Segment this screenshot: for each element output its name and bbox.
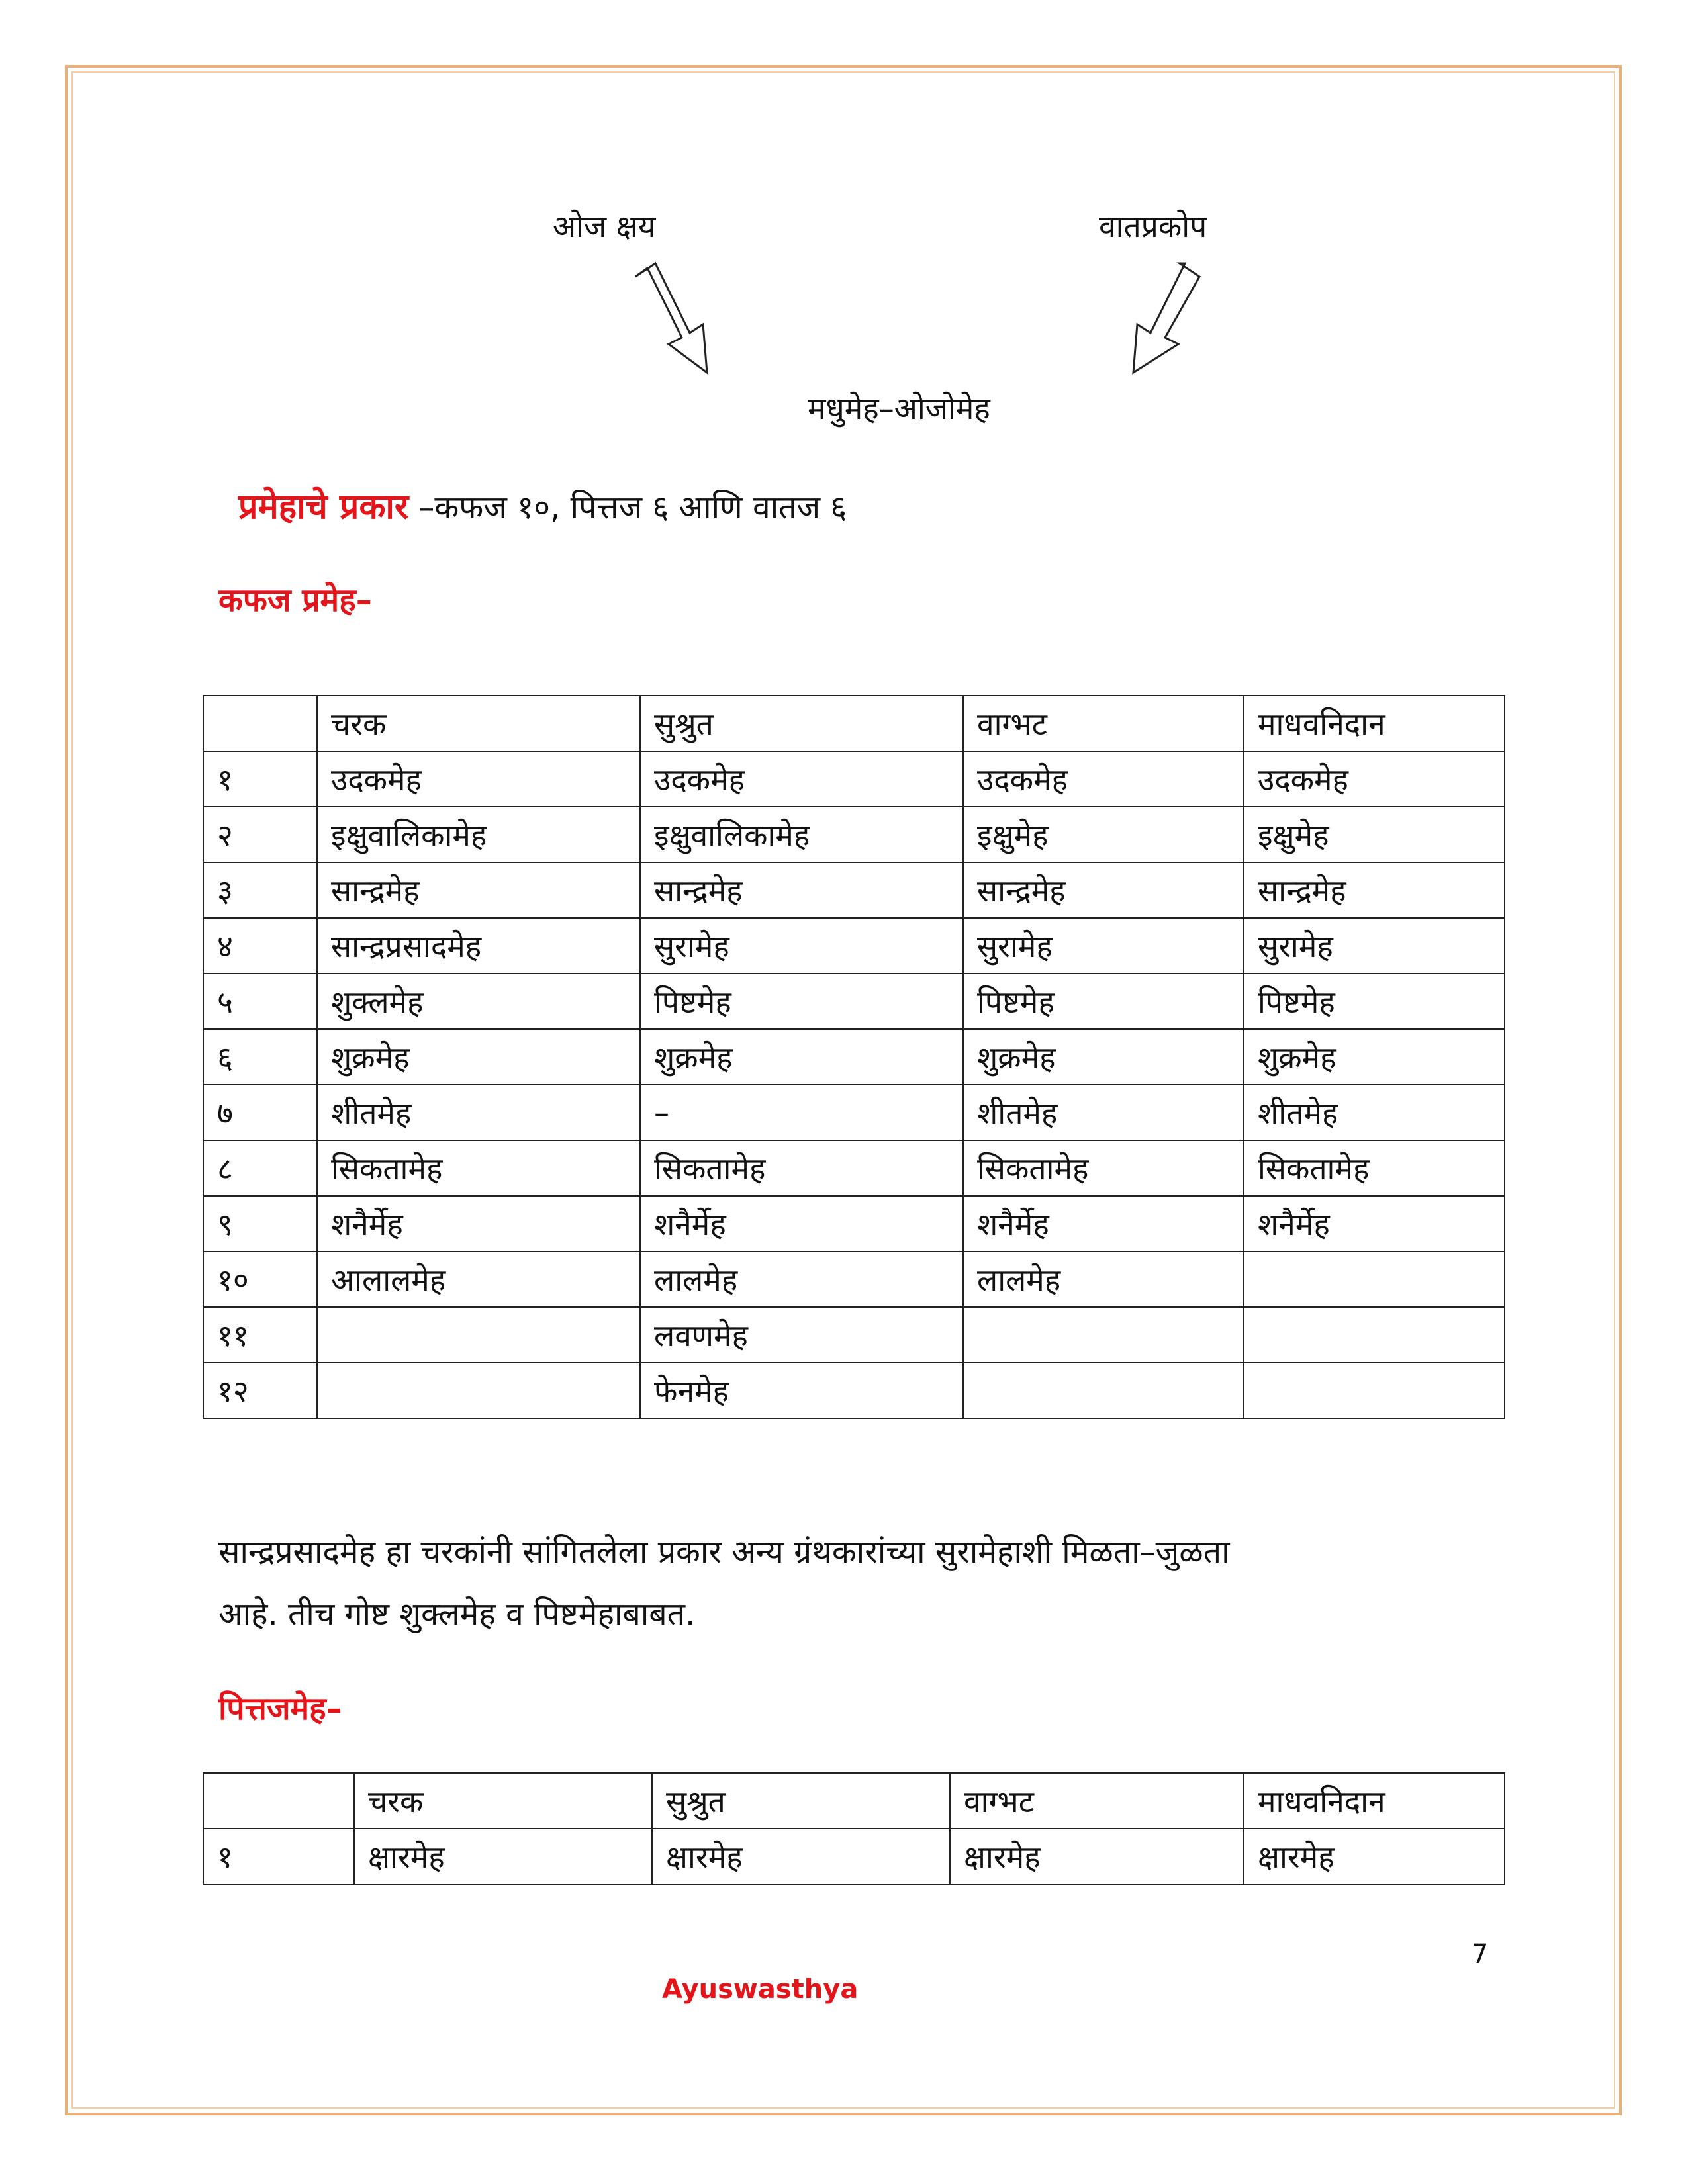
table-row xyxy=(203,1140,1505,1196)
table-cell: शुक्रमेह xyxy=(963,1029,1244,1085)
table-cell: सान्द्रमेह xyxy=(640,862,963,918)
table-cell: सिकतामेह xyxy=(1244,1140,1505,1196)
prameha-types-summary: –कफज १०, पित्तज ६ आणि वातज ६ xyxy=(408,489,847,526)
table-row xyxy=(203,1029,1505,1085)
prameha-types-title: प्रमेहाचे प्रकार xyxy=(238,487,409,527)
table-row xyxy=(203,1085,1505,1140)
table-cell: सान्द्रमेह xyxy=(1244,862,1505,918)
flow-label-vataprakop: वातप्रकोप xyxy=(1099,208,1207,244)
page-number: 7 xyxy=(1472,1939,1489,1970)
column-header: चरक xyxy=(317,696,640,751)
column-header: वाग्भट xyxy=(963,696,1244,751)
column-header: सुश्रुत xyxy=(640,696,963,751)
table-cell: शनैर्मेह xyxy=(963,1196,1244,1251)
table-cell xyxy=(1244,1251,1505,1307)
pitta-prameha-heading: पित्तजमेह– xyxy=(218,1690,342,1727)
table-cell: शीतमेह xyxy=(1244,1085,1505,1140)
table-cell xyxy=(963,1363,1244,1418)
row-number-cell: ४ xyxy=(203,918,317,974)
table-cell: सान्द्रमेह xyxy=(963,862,1244,918)
table-cell: उदकमेह xyxy=(640,751,963,807)
row-number-cell: ९ xyxy=(203,1196,317,1251)
table-row xyxy=(203,974,1505,1029)
table-cell: सुरामेह xyxy=(963,918,1244,974)
table-row xyxy=(203,1363,1505,1418)
table-cell: क्षारमेह xyxy=(354,1829,652,1884)
arrow-down-left-icon xyxy=(1133,263,1199,373)
table-row xyxy=(203,1307,1505,1363)
kapha-prameha-heading: कफज प्रमेह– xyxy=(218,582,372,619)
table-row xyxy=(203,1829,1505,1884)
table-row xyxy=(203,918,1505,974)
column-header: चरक xyxy=(354,1773,652,1829)
table-cell: पिष्टमेह xyxy=(1244,974,1505,1029)
table-cell: शनैर्मेह xyxy=(1244,1196,1505,1251)
column-header: वाग्भट xyxy=(950,1773,1244,1829)
table-cell: सान्द्रप्रसादमेह xyxy=(317,918,640,974)
table-cell: क्षारमेह xyxy=(950,1829,1244,1884)
arrow-down-right-icon xyxy=(635,263,707,373)
table-cell: – xyxy=(640,1085,963,1140)
table-header-row xyxy=(203,696,1505,751)
row-number-cell: १२ xyxy=(203,1363,317,1418)
table-cell: इक्षुवालिकामेह xyxy=(640,807,963,862)
table-cell: शुक्लमेह xyxy=(317,974,640,1029)
table-cell: सिकतामेह xyxy=(317,1140,640,1196)
table-row xyxy=(203,1196,1505,1251)
table-cell: शीतमेह xyxy=(317,1085,640,1140)
table-cell xyxy=(1244,1363,1505,1418)
table-cell: सिकतामेह xyxy=(640,1140,963,1196)
table-cell: क्षारमेह xyxy=(652,1829,950,1884)
prameha-types-heading xyxy=(238,482,847,529)
pitta-prameha-table xyxy=(203,1772,1505,1885)
kapha-prameha-table xyxy=(203,695,1505,1419)
table-cell: इक्षुवालिकामेह xyxy=(317,807,640,862)
table-cell xyxy=(1244,1307,1505,1363)
table-cell: शुक्रमेह xyxy=(640,1029,963,1085)
comparison-paragraph xyxy=(218,1521,1476,1645)
table-cell: शीतमेह xyxy=(963,1085,1244,1140)
column-header xyxy=(203,1773,354,1829)
table-cell: पिष्टमेह xyxy=(640,974,963,1029)
table-cell: लालमेह xyxy=(640,1251,963,1307)
table-cell: उदकमेह xyxy=(1244,751,1505,807)
table-row xyxy=(203,751,1505,807)
table-cell: पिष्टमेह xyxy=(963,974,1244,1029)
table-cell: फेनमेह xyxy=(640,1363,963,1418)
row-number-cell: २ xyxy=(203,807,317,862)
column-header: सुश्रुत xyxy=(652,1773,950,1829)
table-cell: शुक्रमेह xyxy=(317,1029,640,1085)
flow-label-oja-kshay: ओज क्षय xyxy=(553,208,656,244)
paragraph-line-1: सान्द्रप्रसादमेह हा चरकांनी सांगितलेला प्रकार अन्य ग्रंथकारांच्या सुरामेहाशी मिळता–जुळता xyxy=(218,1533,1230,1570)
table-cell: उदकमेह xyxy=(317,751,640,807)
table-cell: लालमेह xyxy=(963,1251,1244,1307)
table-cell: आलालमेह xyxy=(317,1251,640,1307)
column-header xyxy=(203,696,317,751)
table-cell: सुरामेह xyxy=(640,918,963,974)
row-number-cell: ३ xyxy=(203,862,317,918)
table-cell xyxy=(963,1307,1244,1363)
table-header-row xyxy=(203,1773,1505,1829)
row-number-cell: ५ xyxy=(203,974,317,1029)
row-number-cell: १० xyxy=(203,1251,317,1307)
paragraph-line-2: आहे. तीच गोष्ट शुक्लमेह व पिष्टमेहाबाबत. xyxy=(218,1596,696,1633)
table-cell xyxy=(317,1307,640,1363)
table-cell: शुक्रमेह xyxy=(1244,1029,1505,1085)
column-header: माधवनिदान xyxy=(1244,696,1505,751)
table-cell: शनैर्मेह xyxy=(640,1196,963,1251)
table-row xyxy=(203,807,1505,862)
footer-brand: Ayuswasthya xyxy=(662,1974,859,2005)
table-row xyxy=(203,1251,1505,1307)
table-cell: सान्द्रमेह xyxy=(317,862,640,918)
table-cell xyxy=(317,1363,640,1418)
table-cell: क्षारमेह xyxy=(1244,1829,1505,1884)
table-cell: सिकतामेह xyxy=(963,1140,1244,1196)
row-number-cell: १ xyxy=(203,1829,354,1884)
table-cell: सुरामेह xyxy=(1244,918,1505,974)
row-number-cell: ११ xyxy=(203,1307,317,1363)
table-cell: शनैर्मेह xyxy=(317,1196,640,1251)
column-header: माधवनिदान xyxy=(1244,1773,1505,1829)
table-row xyxy=(203,862,1505,918)
row-number-cell: १ xyxy=(203,751,317,807)
table-cell: इक्षुमेह xyxy=(1244,807,1505,862)
row-number-cell: ७ xyxy=(203,1085,317,1140)
row-number-cell: ८ xyxy=(203,1140,317,1196)
row-number-cell: ६ xyxy=(203,1029,317,1085)
table-cell: इक्षुमेह xyxy=(963,807,1244,862)
table-cell: लवणमेह xyxy=(640,1307,963,1363)
flow-result-madhumeha: मधुमेह–ओजोमेह xyxy=(808,390,990,426)
table-cell: उदकमेह xyxy=(963,751,1244,807)
